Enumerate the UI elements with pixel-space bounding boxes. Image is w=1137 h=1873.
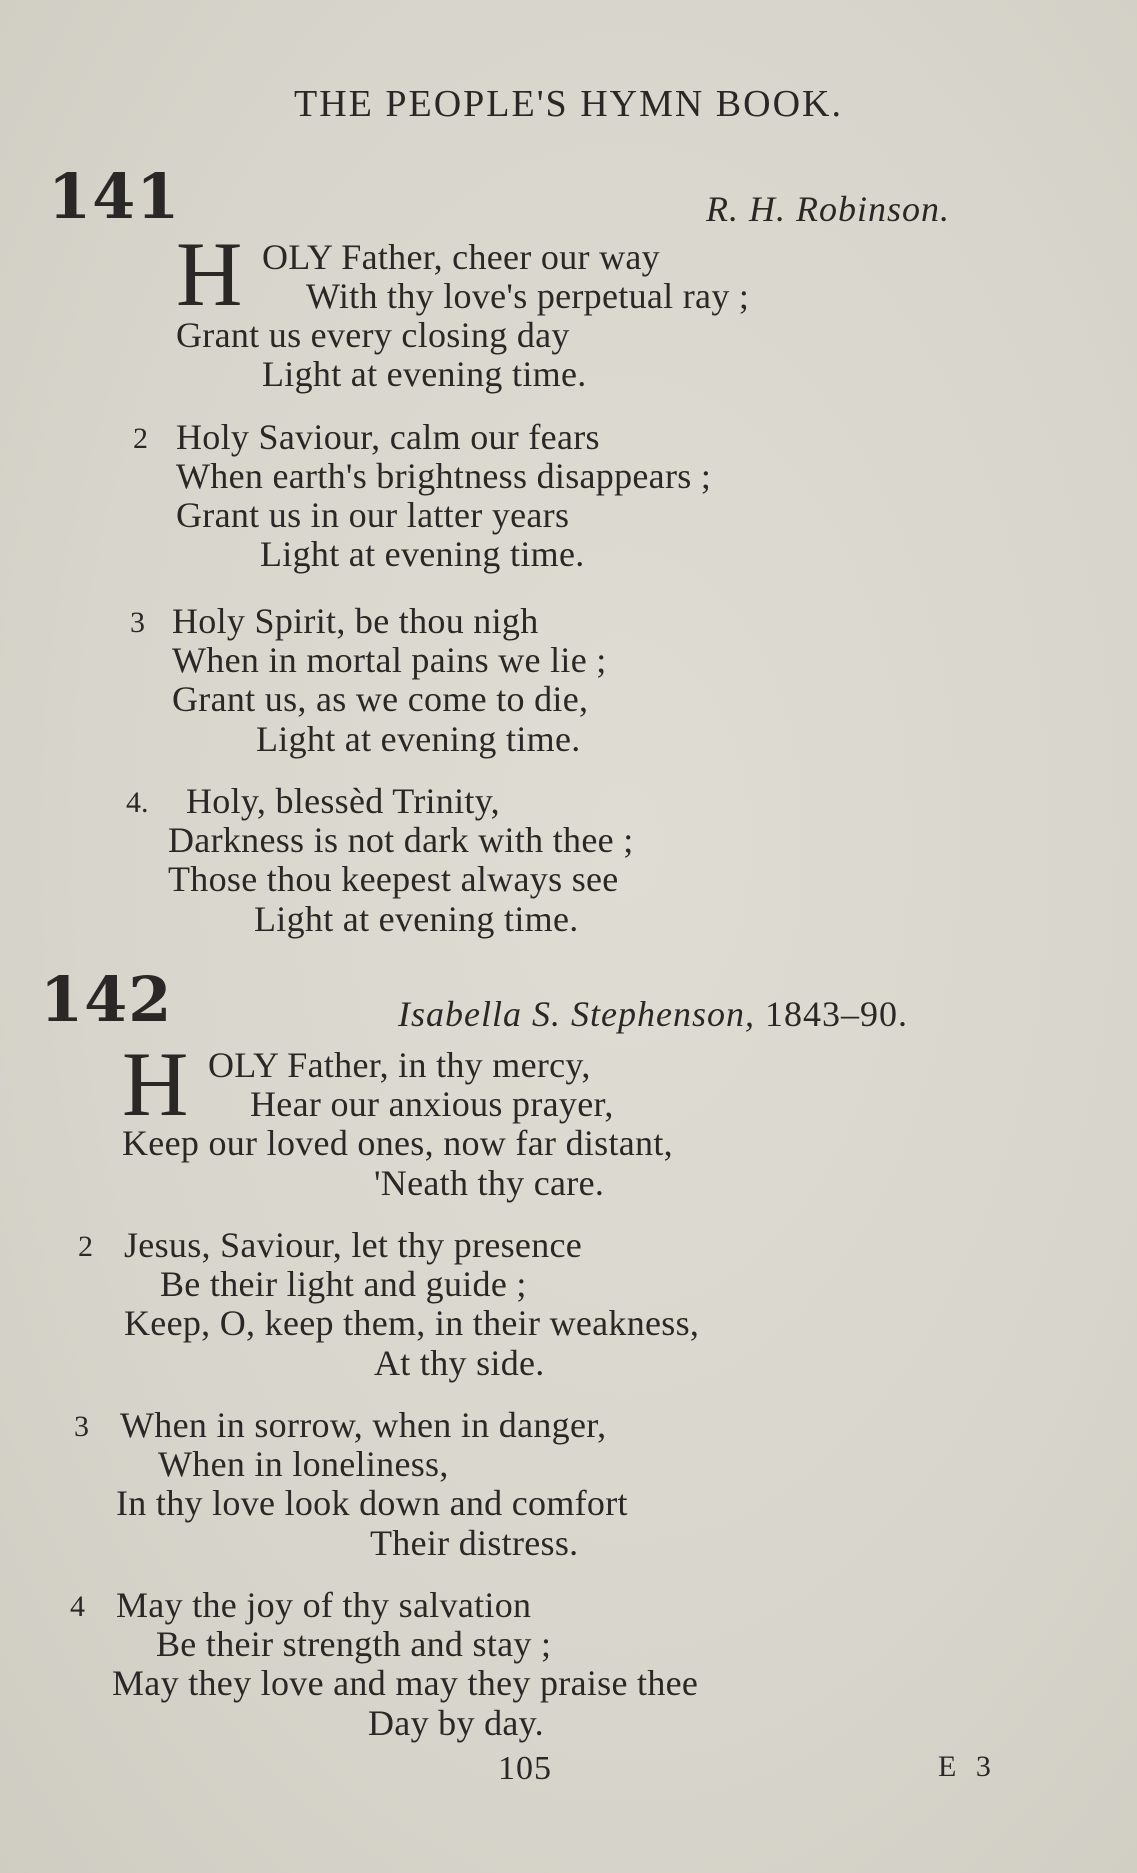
verse-line: Be their light and guide ; [160,1264,527,1304]
verse-line: Grant us every closing day [176,315,570,355]
verse-line: Day by day. [368,1703,544,1743]
verse-line: At thy side. [374,1343,545,1383]
author-years: 1843–90. [764,994,908,1034]
verse-number: 4 [70,1590,85,1623]
page-number: 105 [498,1750,552,1787]
verse-line: May they love and may they praise thee [112,1663,699,1703]
signature-mark: E 3 [938,1750,997,1783]
verse-line: OLY Father, cheer our way [262,237,660,277]
hymn-number: 142 [40,963,173,1036]
verse-line: Keep, O, keep them, in their weakness, [124,1303,700,1343]
running-header: THE PEOPLE'S HYMN BOOK. [294,83,843,125]
verse-line: When earth's brightness disappears ; [176,456,712,496]
verse-line: Light at evening time. [256,719,581,759]
verse-line: When in loneliness, [158,1444,449,1484]
verse-line: Light at evening time. [262,354,587,394]
hymn-number: 141 [48,160,181,233]
verse-line: When in sorrow, when in danger, [120,1405,607,1445]
verse-line: Light at evening time. [254,899,579,939]
verse-line: When in mortal pains we lie ; [172,640,607,680]
hymn-author [398,993,908,1035]
verse-line: Grant us in our latter years [176,495,570,535]
author-name: Isabella S. Stephenson, [398,994,755,1034]
verse-number: 4. [126,786,149,819]
verse-line: Their distress. [370,1523,579,1563]
verse-number: 2 [133,422,148,455]
verse-line: In thy love look down and comfort [116,1483,628,1523]
verse-line: Hear our anxious prayer, [250,1084,614,1124]
verse-line: Light at evening time. [260,534,585,574]
verse-line: Be their strength and stay ; [156,1624,552,1664]
verse-line: Holy, blessèd Trinity, [186,781,500,821]
verse-line: OLY Father, in thy mercy, [208,1045,591,1085]
verse-line: May the joy of thy salvation [116,1585,532,1625]
hymn-author: R. H. Robinson. [706,189,950,229]
verse-line: Those thou keepest always see [168,859,619,899]
verse-line: Jesus, Saviour, let thy presence [124,1225,583,1265]
verse-line: Holy Spirit, be thou nigh [172,601,539,641]
verse-number: 3 [130,606,145,639]
verse-number: 3 [74,1410,89,1443]
verse-line: Darkness is not dark with thee ; [168,820,634,860]
verse-line: Grant us, as we come to die, [172,679,589,719]
drop-cap: H [122,1033,189,1135]
verse-line: Keep our loved ones, now far distant, [122,1123,673,1163]
drop-cap: H [176,223,243,325]
verse-line: Holy Saviour, calm our fears [176,417,600,457]
verse-line: 'Neath thy care. [374,1163,605,1203]
verse-number: 2 [78,1230,93,1263]
verse-line: With thy love's perpetual ray ; [306,276,750,316]
